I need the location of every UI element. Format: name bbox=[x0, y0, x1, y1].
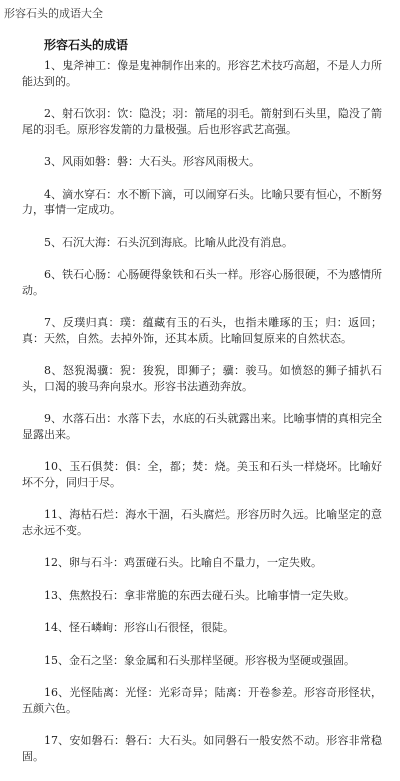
idiom-entry: 8、怒猊渴骥：猊：狻猊，即狮子；骥：骏马。如愤怒的狮子捕扒石头，口渴的骏马奔向泉水。形容书法遒劲奔放。 bbox=[22, 364, 382, 393]
idiom-entry: 11、海枯石烂：海水干涸，石头腐烂。形容历时久远。比喻坚定的意志永远不变。 bbox=[22, 508, 382, 537]
section-heading: 形容石头的成语 bbox=[44, 38, 129, 52]
idiom-entry: 5、石沉大海：石头沉到海底。比喻从此没有消息。 bbox=[44, 235, 293, 249]
idiom-entry: 17、安如磐石：磐石：大石头。如同磐石一般安然不动。形容非常稳固。 bbox=[22, 734, 382, 763]
idiom-entry: 14、怪石嶙峋：形容山石很怪，很陡。 bbox=[44, 621, 234, 634]
idiom-entry: 9、水落石出：水落下去，水底的石头就露出来。比喻事情的真相完全显露出来。 bbox=[22, 412, 382, 441]
idiom-entry: 2、射石饮羽：饮：隐没；羽：箭尾的羽毛。箭射到石头里，隐没了箭尾的羽毛。原形容发箭的力量极强。后也形容武艺高强。 bbox=[22, 107, 382, 136]
idiom-entry: 3、风雨如磐：磐：大石头。形容风雨极大。 bbox=[44, 155, 260, 168]
document-title: 形容石头的成语大全 bbox=[4, 7, 103, 20]
idiom-list bbox=[22, 58, 382, 781]
idiom-entry: 6、铁石心肠：心肠硬得象铁和石头一样。形容心肠很硬，不为感情所动。 bbox=[22, 268, 382, 297]
idiom-entry: 10、玉石俱焚：俱：全，都；焚：烧。美玉和石头一样烧坏。比喻好坏不分，同归于尽。 bbox=[22, 460, 382, 489]
idiom-entry: 4、滴水穿石：水不断下滴，可以闹穿石头。比喻只要有恒心，不断努力，事情一定成功。 bbox=[22, 187, 382, 216]
idiom-entry: 12、卵与石斗：鸡蛋碰石头。比喻自不量力，一定失败。 bbox=[44, 556, 322, 569]
idiom-entry: 1、鬼斧神工：像是鬼神制作出来的。形容艺术技巧高超，不是人力所能达到的。 bbox=[22, 59, 382, 88]
idiom-entry: 16、光怪陆离：光怪：光彩奇异；陆离：开卷参差。形容奇形怪状，五颜六色。 bbox=[22, 686, 382, 715]
idiom-entry: 7、反璞归真：璞：蕴藏有玉的石头，也指未雕琢的玉；归：返回；真：天然，自然。去掉外饰，还其本质。比喻回复原来的自然状态。 bbox=[22, 316, 382, 345]
idiom-entry: 13、焦熬投石：拿非常脆的东西去碰石头。比喻事情一定失败。 bbox=[44, 588, 355, 602]
idiom-entry: 15、金石之坚：象金属和石头那样坚硬。形容极为坚硬或强固。 bbox=[44, 653, 355, 667]
